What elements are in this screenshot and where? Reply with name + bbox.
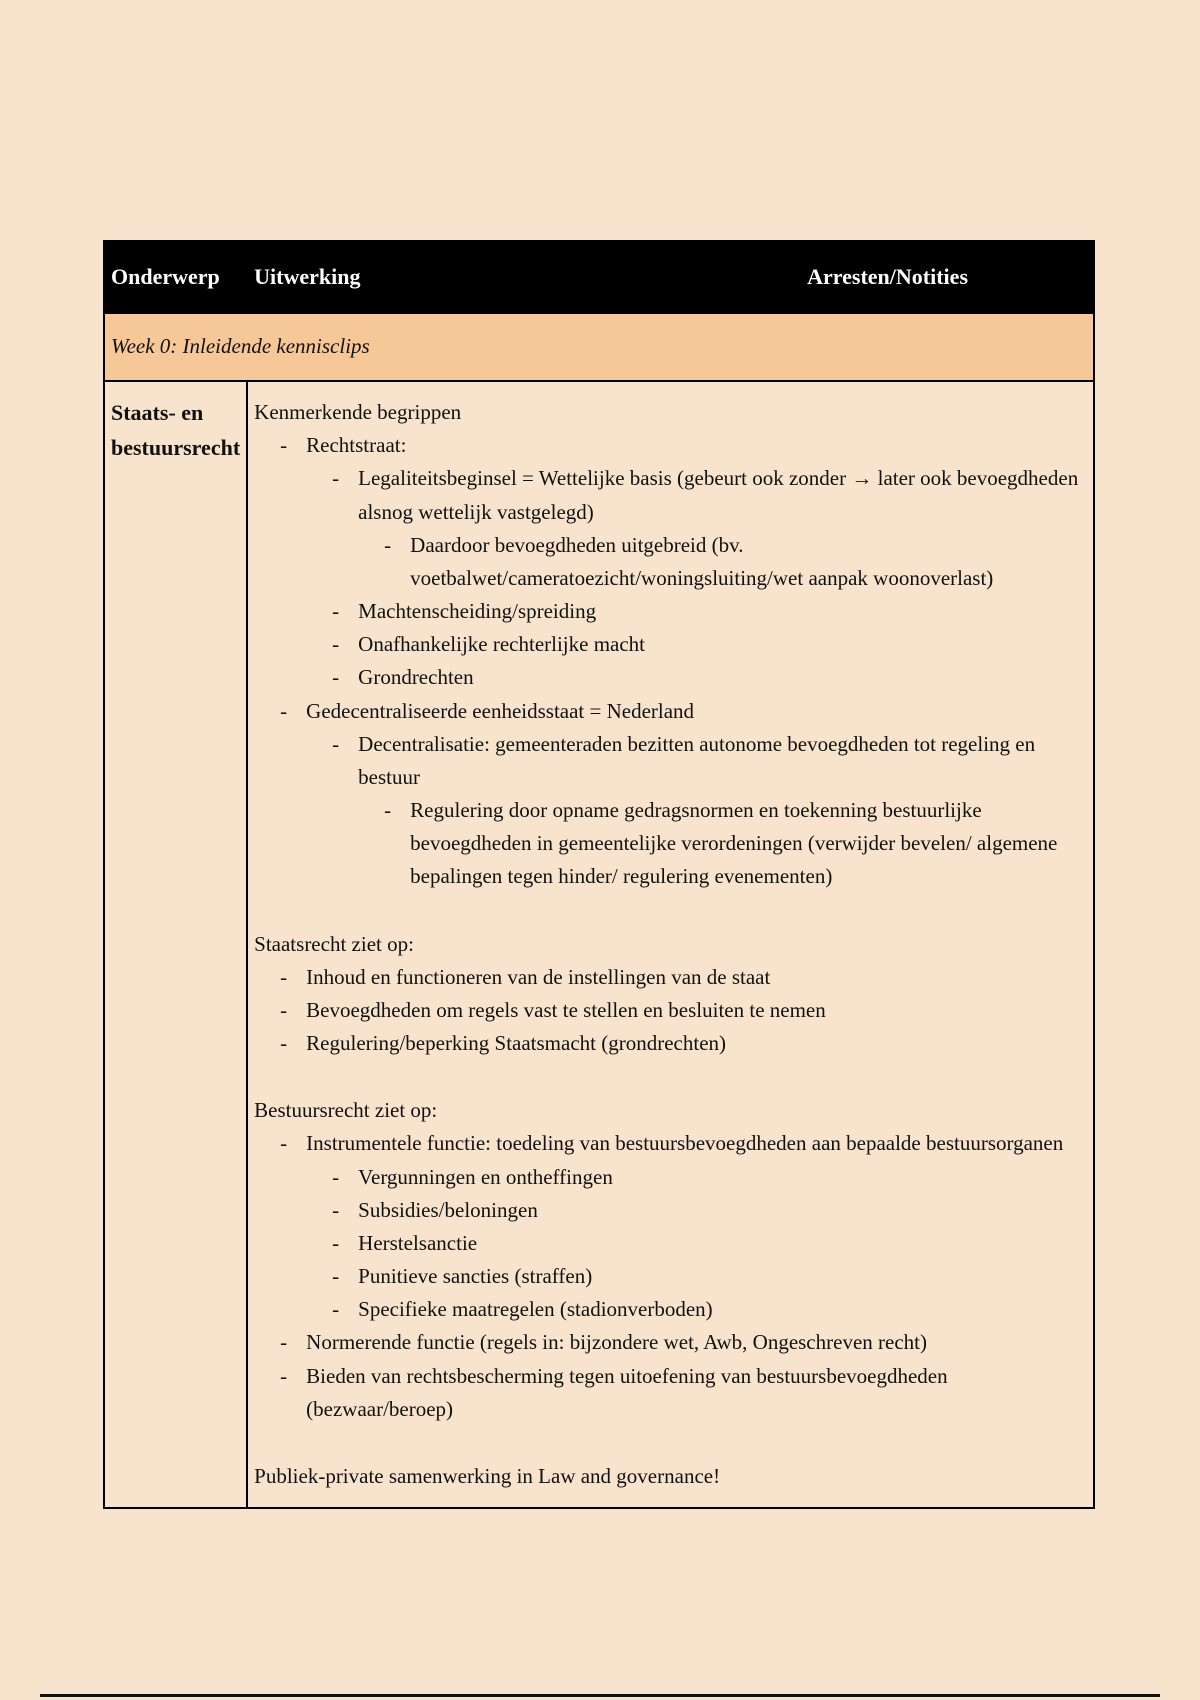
staatsrecht-list <box>254 961 1087 1061</box>
legaliteit-sublist <box>358 529 1087 595</box>
kenmerkend-list <box>254 429 1087 893</box>
list-item: - Normerende functie (regels in: bijzondere wet, Awb, Ongeschreven recht) <box>254 1326 1087 1359</box>
header-content: Uitwerking <box>247 241 493 313</box>
decentralisatie-text: Decentralisatie: gemeenteraden bezitten autonome bevoegdheden tot regeling en bestuur <box>358 731 1036 789</box>
list-item <box>254 695 1087 894</box>
list-item: - Regulering door opname gedragsnormen en toekenning bestuurlijke bevoegdheden in gemeentelijke verordeningen (verwijder bevelen/ algemene bepalingen tegen hinder/ regulering evenementen) <box>358 794 1087 894</box>
decentralisatie-sublist <box>358 794 1087 894</box>
footer-rule <box>40 1694 1160 1697</box>
header-notes: Arresten/Notities <box>493 241 1094 313</box>
list-item: - Herstelsanctie <box>306 1227 1087 1260</box>
list-item: - Specifieke maatregelen (stadionverboden) <box>306 1293 1087 1326</box>
instrumenteel-text: Instrumentele functie: toedeling van bestuursbevoegdheden aan bepaalde bestuursorganen <box>306 1131 1064 1156</box>
list-item: - Onafhankelijke rechterlijke macht <box>306 628 1087 661</box>
list-item: - Daardoor bevoegdheden uitgebreid (bv. voetbalwet/cameratoezicht/woningsluiting/wet aanpak woonoverlast) <box>358 529 1087 595</box>
header-subject: Onderwerp <box>104 241 247 313</box>
list-item <box>254 1127 1087 1326</box>
list-item: - Machtenscheiding/spreiding <box>306 595 1087 628</box>
week-title: Week 0: Inleidende kennisclips <box>104 313 1094 381</box>
subject-line-2: bestuursrecht <box>111 434 241 460</box>
subject-line-1: Staats- en <box>111 400 204 425</box>
bestuursrecht-title: Bestuursrecht ziet op: <box>254 1098 438 1123</box>
list-item: - Inhoud en functioneren van de instellingen van de staat <box>254 961 1087 994</box>
rechtsstaat-sublist <box>306 462 1087 694</box>
list-item <box>254 429 1087 694</box>
list-item: - Subsidies/beloningen <box>306 1194 1087 1227</box>
subject-cell <box>104 381 247 1508</box>
notes-table <box>103 240 1095 1509</box>
list-item: - Regulering/beperking Staatsmacht (grondrechten) <box>254 1027 1087 1060</box>
content-cell <box>247 381 1094 1508</box>
bestuursrecht-list <box>254 1127 1087 1426</box>
list-item: - Bieden van rechtsbescherming tegen uitoefening van bestuursbevoegdheden (bezwaar/beroep) <box>254 1360 1087 1426</box>
list-item <box>306 462 1087 595</box>
gedecentraliseerd-sublist <box>306 728 1087 894</box>
list-item: - Bevoegdheden om regels vast te stellen en besluiten te nemen <box>254 994 1087 1027</box>
rechtsstaat-text: Rechtstraat: <box>306 433 407 458</box>
gedecentraliseerd-text: Gedecentraliseerde eenheidsstaat = Nederland <box>306 698 695 723</box>
legaliteit-text: Legaliteitsbeginsel = Wettelijke basis (gebeurt ook zonder → later ook bevoegdheden alsnog wettelijk vastgelegd) <box>358 466 1079 524</box>
list-item: - Punitieve sancties (straffen) <box>306 1260 1087 1293</box>
list-item <box>306 728 1087 894</box>
week-row <box>104 313 1094 381</box>
list-item: - Vergunningen en ontheffingen <box>306 1161 1087 1194</box>
instrumenteel-sublist <box>306 1161 1087 1327</box>
list-item: - Grondrechten <box>306 661 1087 694</box>
closing-text: Publiek-private samenwerking in Law and governance! <box>254 1463 721 1488</box>
staatsrecht-title: Staatsrecht ziet op: <box>254 931 414 956</box>
kenmerkend-title: Kenmerkende begrippen <box>254 400 462 424</box>
topic-row <box>104 381 1094 1508</box>
header-row <box>104 241 1094 313</box>
